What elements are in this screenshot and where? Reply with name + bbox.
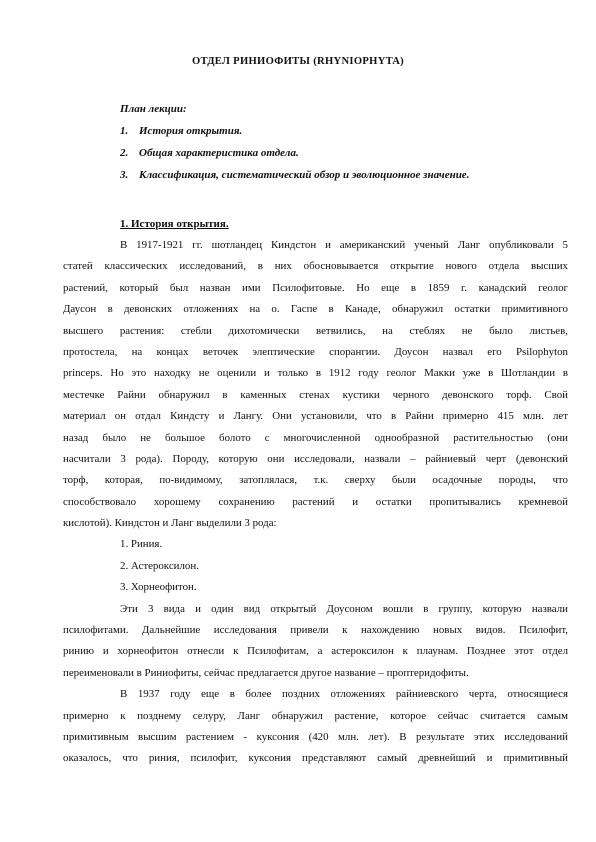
text-line: Даусон в девонских отложениях на о. Гаспе в Канаде, обнаружил остатки примитивного [63, 303, 568, 316]
text-line: растений, который был назван ими Псилофитовые. Но еще в 1859 г. канадский геолог [63, 281, 568, 294]
text-line: местечке Райни обнаружил в каменных стенах кустики черного девонского торф. Свой [63, 388, 568, 401]
plan-item-text: Классификация, систематический обзор и эволюционное значение. [139, 169, 470, 181]
text-line: примерно к позднему селуру, Ланг обнаружил растение, которое сейчас считается самым [63, 709, 568, 722]
text-line: материал он отдал Киндсту и Лангу. Они установили, что в Райни примерно 415 млн. лет [63, 410, 568, 423]
plan-item-number: 3. [120, 169, 129, 181]
text-line: ринию и хорнеофитон отнесли к Псилофитам, а астероксилон к плаунам. Позднее этот отдел [63, 645, 568, 658]
text-line: Эти 3 вида и один вид открытый Доусоном вошли в группу, которую назвали [120, 602, 568, 615]
genus-list-item: 2. Астероксилон. [120, 559, 199, 572]
text-line: В 1937 году еще в более поздних отложениях райниевского черта, относящиеся [120, 688, 568, 701]
text-line: высшего растения: стебли дихотомически ветвились, на стеблях не было листьев, [63, 324, 568, 337]
plan-item [120, 146, 540, 168]
text-line: торф, которая, по-видимому, затоплялася, т.к. сверху были осадочные породы, что [63, 474, 568, 487]
text-line: переименовали в Риниофиты, сейчас предлагается другое название – проптеридофиты. [63, 666, 469, 679]
text-line: псилофитами. Дальнейшие исследования привели к нахождению новых видов. Псилофит, [63, 624, 568, 637]
text-line: princeps. Но это находку не оценили и только в 1912 году геолог Макки уже в Шотландии в [63, 367, 568, 380]
text-line: статей классических исследований, в них обосновывается открытие нового отдела высших [63, 260, 568, 273]
plan-item-text: Общая характеристика отдела. [139, 147, 299, 159]
plan-item [120, 168, 540, 190]
genus-list-item: 3. Хорнеофитон. [120, 581, 197, 594]
plan-item-number: 2. [120, 147, 129, 159]
text-line: примитивным высшим растением - куксония (420 млн. лет). В результате этих исследований [63, 730, 568, 743]
text-line: оказалось, что риния, псилофит, куксония представляют самый древнейший и примитивный [63, 752, 568, 765]
genus-list-item: 1. Риния. [120, 538, 163, 551]
text-line: кислотой). Киндстон и Ланг выделили 3 рода: [63, 517, 277, 530]
text-line: насчитали 3 рода). Породу, которую они исследовали, назвали – райниевый черт (девонский [63, 452, 568, 465]
plan-heading: План лекции: [120, 103, 187, 115]
plan-item-number: 1. [120, 125, 129, 137]
plan-item-text: История открытия. [139, 125, 243, 137]
plan-item [120, 124, 540, 146]
text-line: способствовало хорошему сохранению растений и остатки пропитывались кремневой [63, 495, 568, 508]
body-text [63, 235, 568, 770]
text-line: назад было не большое болото с многочисленной однообразной растительностью (они [63, 431, 568, 444]
lecture-plan [120, 102, 540, 190]
section-heading: 1. История открытия. [120, 218, 229, 230]
document-title: ОТДЕЛ РИНИОФИТЫ (RHYNIOPHYTA) [191, 56, 404, 67]
text-line: В 1917-1921 гг. шотландец Киндстон и американский ученый Ланг опубликовали 5 [120, 239, 568, 251]
text-line: протостела, на концах веточек элептические спорангии. Доусон назвал его Psilophyton [63, 345, 568, 358]
